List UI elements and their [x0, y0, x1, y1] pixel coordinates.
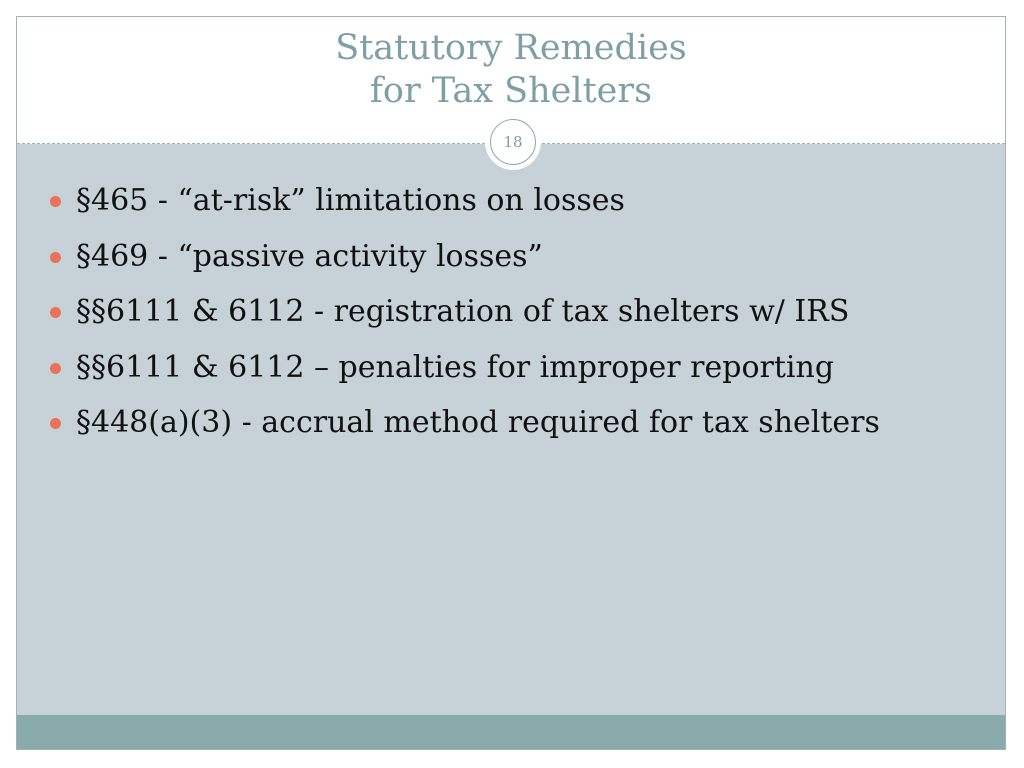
bullet-text: §465 - “at-risk” limitations on losses — [76, 183, 625, 218]
bullet-item — [49, 182, 979, 220]
footer-band — [17, 715, 1005, 749]
bullet-item — [49, 349, 979, 387]
bullet-list — [49, 182, 979, 460]
bullet-dot-icon — [50, 363, 61, 374]
page-number-ring — [490, 119, 536, 165]
page-number-badge — [485, 114, 541, 170]
bullet-dot-icon — [50, 252, 61, 263]
bullet-text: §469 - “passive activity losses” — [76, 238, 543, 274]
slide-title-line-1: Statutory Remedies — [335, 28, 687, 68]
bullet-item — [49, 404, 979, 442]
bullet-text: §§6111 & 6112 - registration of tax shelters w/ IRS — [76, 294, 850, 329]
bullet-dot-icon — [50, 307, 61, 318]
slide-title — [17, 27, 1005, 113]
bullet-item — [49, 238, 979, 276]
bullet-dot-icon — [50, 418, 61, 429]
bullet-text: §§6111 & 6112 – penalties for improper reporting — [76, 349, 835, 385]
slide-title-line-2: for Tax Shelters — [369, 71, 653, 111]
slide — [16, 16, 1006, 750]
page-number: 18 — [503, 133, 523, 151]
content-area — [17, 144, 1005, 716]
bullet-item — [49, 293, 979, 331]
bullet-text: §448(a)(3) - accrual method required for tax shelters — [76, 405, 880, 440]
bullet-dot-icon — [50, 196, 61, 207]
